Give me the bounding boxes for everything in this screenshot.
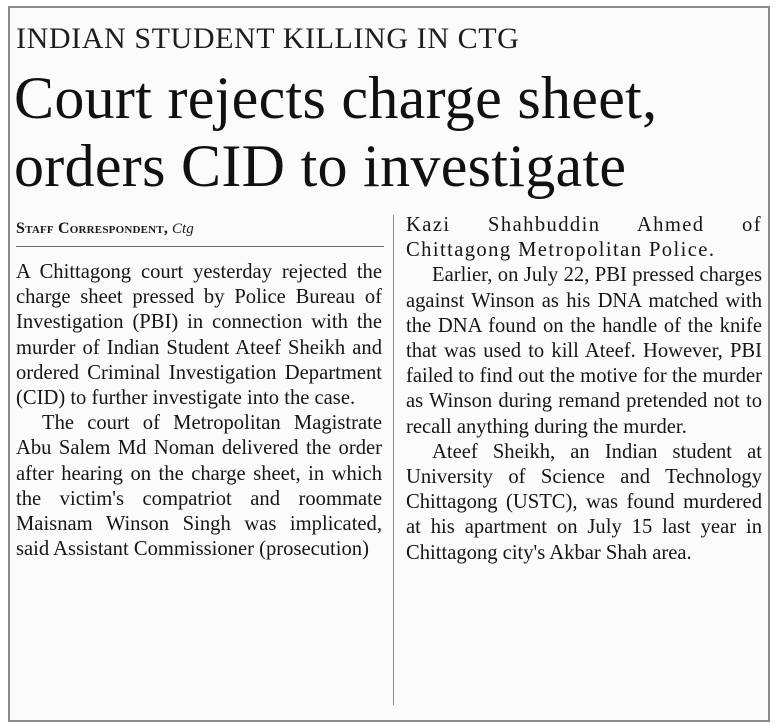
article-column-right xyxy=(406,213,762,566)
paragraph: Ateef Sheikh, an Indian student at University of Science and Technology Chittagong (USTC), was found murdered at his apartment on July 15 last year in Chittagong city's Akbar Shah area. xyxy=(406,440,762,564)
column-divider xyxy=(393,215,394,705)
paragraph: The court of Metropolitan Magistrate Abu Salem Md Noman delivered the order after hearing on the charge sheet, in which the victim's compatriot and roommate Maisnam Winson Singh was implicated, said Assistant Commissioner (prosecution) xyxy=(16,412,382,561)
byline-rule xyxy=(16,246,384,247)
article-column-left xyxy=(16,260,382,562)
paragraph: Earlier, on July 22, PBI pressed charges against Winson as his DNA matched with the DNA found on the handle of the knife that was used to kill Ateef. However, PBI failed to find out the motive for the murder as Winson during remand pretended not to recall anything during the murder. xyxy=(406,264,762,438)
headline: Court rejects charge sheet, orders CID to investigate xyxy=(14,65,658,199)
byline-name: Staff Correspondent, xyxy=(16,220,169,237)
byline-location: Ctg xyxy=(172,221,194,237)
paragraph: Kazi Shahbuddin Ahmed of Chittagong Metropolitan Police. xyxy=(406,214,762,262)
kicker-heading: INDIAN STUDENT KILLING IN CTG xyxy=(16,22,520,55)
byline xyxy=(16,220,194,238)
paragraph: A Chittagong court yesterday rejected the charge sheet pressed by Police Bureau of Investigation (PBI) in connection with the murder of Indian Student Ateef Sheikh and ordered Criminal Investigation Department (CID) to further investigate into the case. xyxy=(16,261,382,410)
